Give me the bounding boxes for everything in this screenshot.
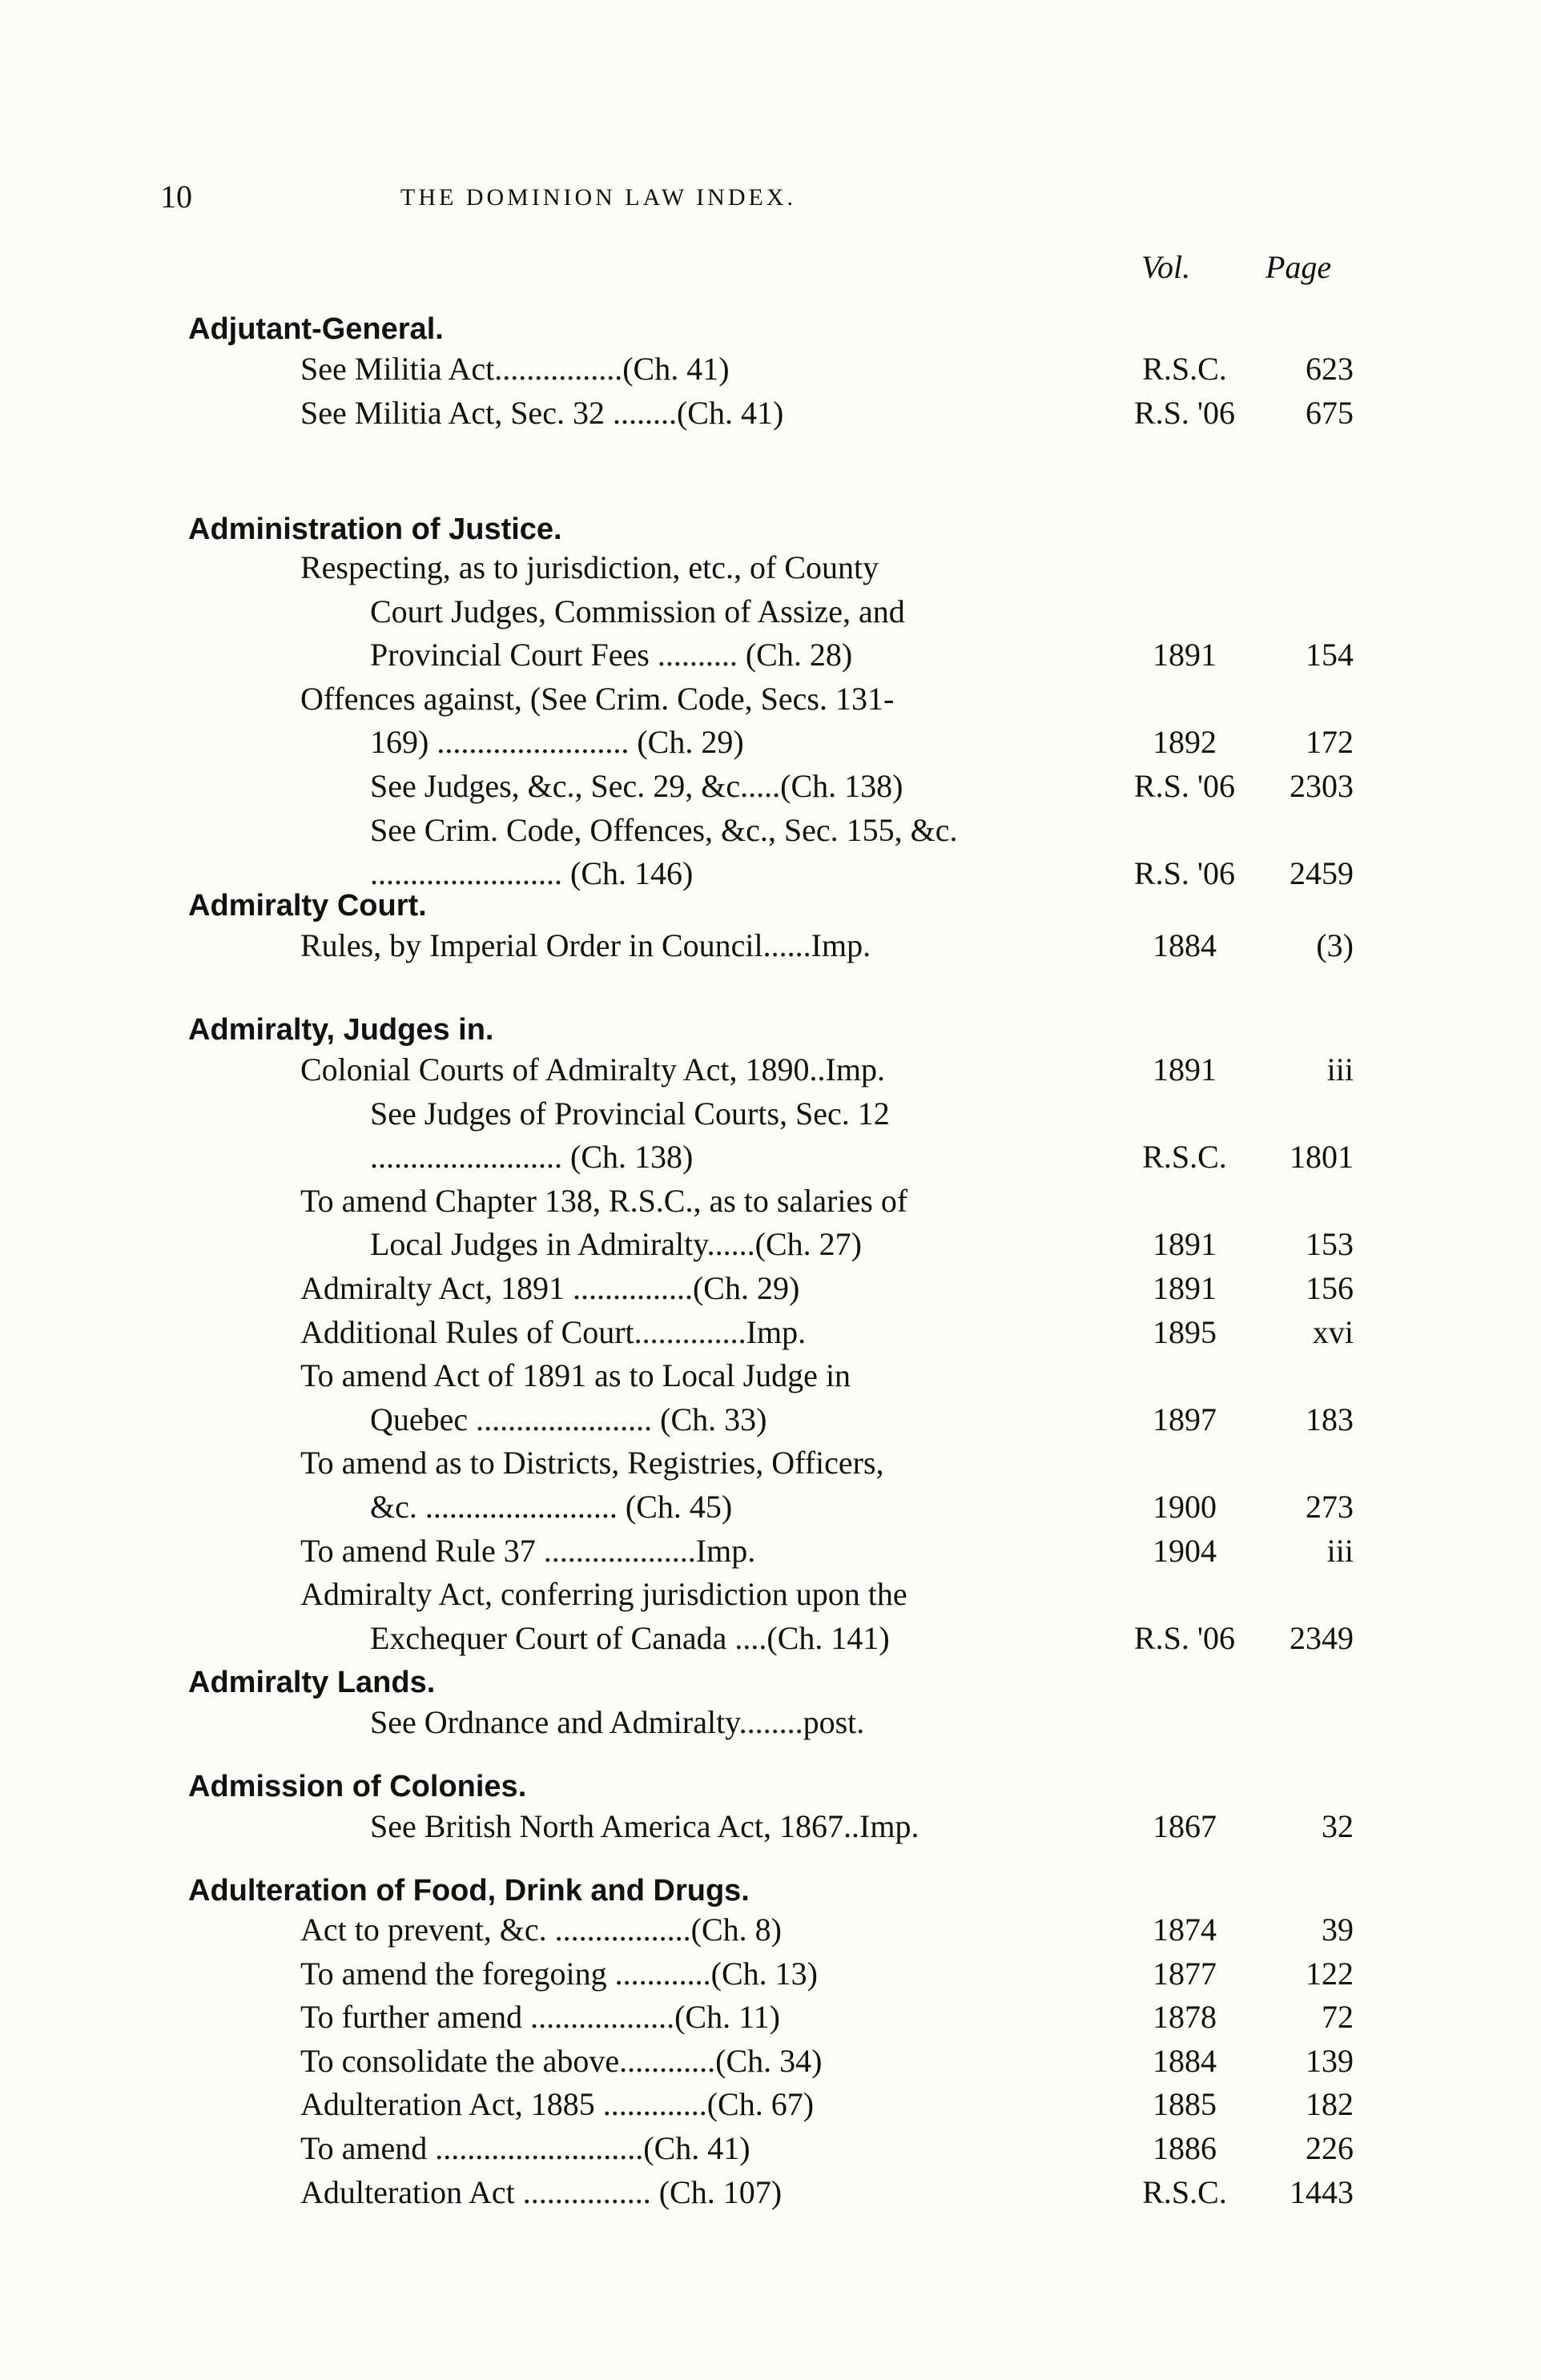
entry-page: 153 <box>1306 1226 1354 1262</box>
entry-volume: 1895 <box>1153 1314 1217 1350</box>
running-header <box>160 178 1362 226</box>
index-entry <box>0 350 1541 393</box>
entry-page: 139 <box>1306 2043 1354 2079</box>
section-heading: Admiralty, Judges in. <box>188 1013 494 1047</box>
entry-page: 156 <box>1306 1270 1354 1306</box>
index-entry <box>0 636 1541 679</box>
entry-text: See Judges, &c., Sec. 29, &c.....(Ch. 138) <box>370 768 903 804</box>
entry-text: To amend the foregoing ............(Ch. 13) <box>300 1956 818 1992</box>
entry-text: See Militia Act, Sec. 32 ........(Ch. 41) <box>300 395 784 431</box>
entry-volume: R.S. '06 <box>1133 855 1236 891</box>
entry-text: To further amend ..................(Ch. 11) <box>300 1999 780 2035</box>
entry-text: To amend Act of 1891 as to Local Judge in <box>300 1357 851 1393</box>
entry-volume: 1892 <box>1153 724 1217 760</box>
entry-volume: 1897 <box>1153 1401 1217 1437</box>
entry-text: Colonial Courts of Admiralty Act, 1890..Imp. <box>300 1051 885 1087</box>
index-entry <box>0 1095 1541 1138</box>
index-entry <box>0 1998 1541 2041</box>
entry-volume: 1884 <box>1153 2043 1217 2079</box>
index-entry <box>0 2129 1541 2173</box>
entry-page: 172 <box>1306 724 1354 760</box>
entry-text: Offences against, (See Crim. Code, Secs. 131- <box>300 681 895 717</box>
entry-text: To amend as to Districts, Registries, Officers, <box>300 1445 884 1481</box>
entry-volume: 1900 <box>1153 1489 1217 1525</box>
index-entry <box>0 1575 1541 1618</box>
entry-page: 273 <box>1306 1489 1354 1525</box>
index-entry <box>0 1532 1541 1575</box>
index-entry <box>0 1182 1541 1225</box>
entry-text: To consolidate the above............(Ch. 34) <box>300 2043 823 2079</box>
entry-text: See Judges of Provincial Courts, Sec. 12 <box>370 1096 890 1132</box>
entry-page: 2303 <box>1290 768 1354 804</box>
entry-volume: 1877 <box>1153 1956 1217 1992</box>
index-entry <box>0 723 1541 766</box>
index-entry <box>0 811 1541 854</box>
index-entry <box>0 394 1541 437</box>
section-heading: Admiralty Lands. <box>188 1666 436 1699</box>
entry-text: Provincial Court Fees .......... (Ch. 28) <box>370 637 853 673</box>
entry-page: 1801 <box>1290 1139 1354 1175</box>
entry-text: Admiralty Act, 1891 ...............(Ch. 29) <box>300 1270 800 1306</box>
entry-text: Act to prevent, &c. .................(Ch. 8) <box>300 1912 782 1948</box>
entry-text: See Ordnance and Admiralty........post. <box>370 1704 865 1740</box>
index-entry <box>0 1357 1541 1400</box>
section-heading: Adjutant-General. <box>188 312 444 346</box>
entry-text: Exchequer Court of Canada ....(Ch. 141) <box>370 1620 890 1656</box>
section-heading: Admiralty Court. <box>188 889 427 923</box>
entry-text: To amend ..........................(Ch. 41) <box>300 2130 750 2166</box>
index-entry <box>0 1955 1541 1998</box>
entry-text: Admiralty Act, conferring jurisdiction upon the <box>300 1576 907 1612</box>
column-header-vol: Vol. <box>1141 249 1191 285</box>
entry-page: 623 <box>1306 351 1354 387</box>
entry-volume: 1886 <box>1153 2130 1217 2166</box>
entry-page: 122 <box>1306 1956 1354 1992</box>
entry-text: Local Judges in Admiralty......(Ch. 27) <box>370 1226 862 1262</box>
index-entry <box>0 1138 1541 1181</box>
index-entry <box>0 1444 1541 1487</box>
index-entry <box>0 549 1541 592</box>
section-heading: Admission of Colonies. <box>188 1770 527 1803</box>
index-entry <box>0 2173 1541 2217</box>
entry-volume: R.S. '06 <box>1133 1620 1236 1656</box>
entry-page: 2459 <box>1290 855 1354 891</box>
index-entry <box>0 1269 1541 1313</box>
entry-page: (3) <box>1316 927 1354 963</box>
entry-volume: 1891 <box>1153 1051 1217 1087</box>
index-entry <box>0 1488 1541 1531</box>
entry-page: iii <box>1326 1051 1354 1087</box>
entry-page: 72 <box>1322 1999 1354 2035</box>
entry-volume: 1867 <box>1153 1808 1217 1844</box>
entry-volume: R.S. '06 <box>1133 768 1236 804</box>
running-title: THE DOMINION LAW INDEX. <box>400 184 796 211</box>
entry-text: Additional Rules of Court..............Imp. <box>300 1314 807 1350</box>
column-header-page: Page <box>1265 249 1332 285</box>
index-entry <box>0 1313 1541 1357</box>
entry-volume: 1878 <box>1153 1999 1217 2035</box>
entry-text: To amend Chapter 138, R.S.C., as to salaries of <box>300 1183 908 1219</box>
index-entry <box>0 593 1541 636</box>
entry-volume: 1874 <box>1153 1912 1217 1948</box>
entry-page: 183 <box>1306 1401 1354 1437</box>
entry-page: 1443 <box>1290 2174 1354 2210</box>
entry-page: iii <box>1326 1533 1354 1569</box>
entry-page: 182 <box>1306 2086 1354 2122</box>
index-entry <box>0 1619 1541 1662</box>
entry-page: 154 <box>1306 637 1354 673</box>
entry-text: &c. ........................ (Ch. 45) <box>370 1489 733 1525</box>
entry-text: Quebec ...................... (Ch. 33) <box>370 1401 767 1437</box>
index-entry <box>0 680 1541 723</box>
index-entry <box>0 1703 1541 1747</box>
index-entry <box>0 1225 1541 1268</box>
entry-volume: R.S.C. <box>1142 1139 1227 1175</box>
entry-text: ........................ (Ch. 146) <box>370 855 694 891</box>
section-heading: Administration of Justice. <box>188 513 562 546</box>
entry-text: Respecting, as to jurisdiction, etc., of County <box>300 549 879 585</box>
entry-volume: 1891 <box>1153 1226 1217 1262</box>
index-entry <box>0 1401 1541 1444</box>
entry-page: xvi <box>1312 1314 1354 1350</box>
index-entry <box>0 1911 1541 1954</box>
entry-volume: 1891 <box>1153 1270 1217 1306</box>
page-number: 10 <box>160 179 192 215</box>
entry-page: 226 <box>1306 2130 1354 2166</box>
entry-page: 39 <box>1322 1912 1354 1948</box>
entry-volume: R.S.C. <box>1142 2174 1227 2210</box>
entry-text: See Crim. Code, Offences, &c., Sec. 155, &c. <box>370 812 958 848</box>
entry-text: Adulteration Act ................ (Ch. 107) <box>300 2174 783 2210</box>
entry-text: Court Judges, Commission of Assize, and <box>370 593 905 629</box>
index-entry <box>0 1051 1541 1094</box>
entry-volume: 1904 <box>1153 1533 1217 1569</box>
index-entry <box>0 2042 1541 2085</box>
entry-text: 169) ........................ (Ch. 29) <box>370 724 744 760</box>
index-entry <box>0 2085 1541 2129</box>
section-heading: Adulteration of Food, Drink and Drugs. <box>188 1874 750 1908</box>
entry-text: Rules, by Imperial Order in Council......Imp. <box>300 927 871 963</box>
index-entry <box>0 1807 1541 1851</box>
entry-page: 32 <box>1322 1808 1354 1844</box>
entry-text: See Militia Act................(Ch. 41) <box>300 351 730 387</box>
entry-volume: R.S. '06 <box>1133 395 1236 431</box>
entry-page: 2349 <box>1290 1620 1354 1656</box>
entry-volume: 1885 <box>1153 2086 1217 2122</box>
index-entry <box>0 767 1541 810</box>
entry-text: To amend Rule 37 ...................Imp. <box>300 1533 756 1569</box>
index-entry <box>0 927 1541 970</box>
entry-volume: R.S.C. <box>1142 351 1227 387</box>
entry-text: Adulteration Act, 1885 .............(Ch. 67) <box>300 2086 815 2122</box>
entry-volume: 1891 <box>1153 637 1217 673</box>
entry-volume: 1884 <box>1153 927 1217 963</box>
entry-text: ........................ (Ch. 138) <box>370 1139 694 1175</box>
entry-text: See British North America Act, 1867..Imp. <box>370 1808 919 1844</box>
entry-page: 675 <box>1306 395 1354 431</box>
